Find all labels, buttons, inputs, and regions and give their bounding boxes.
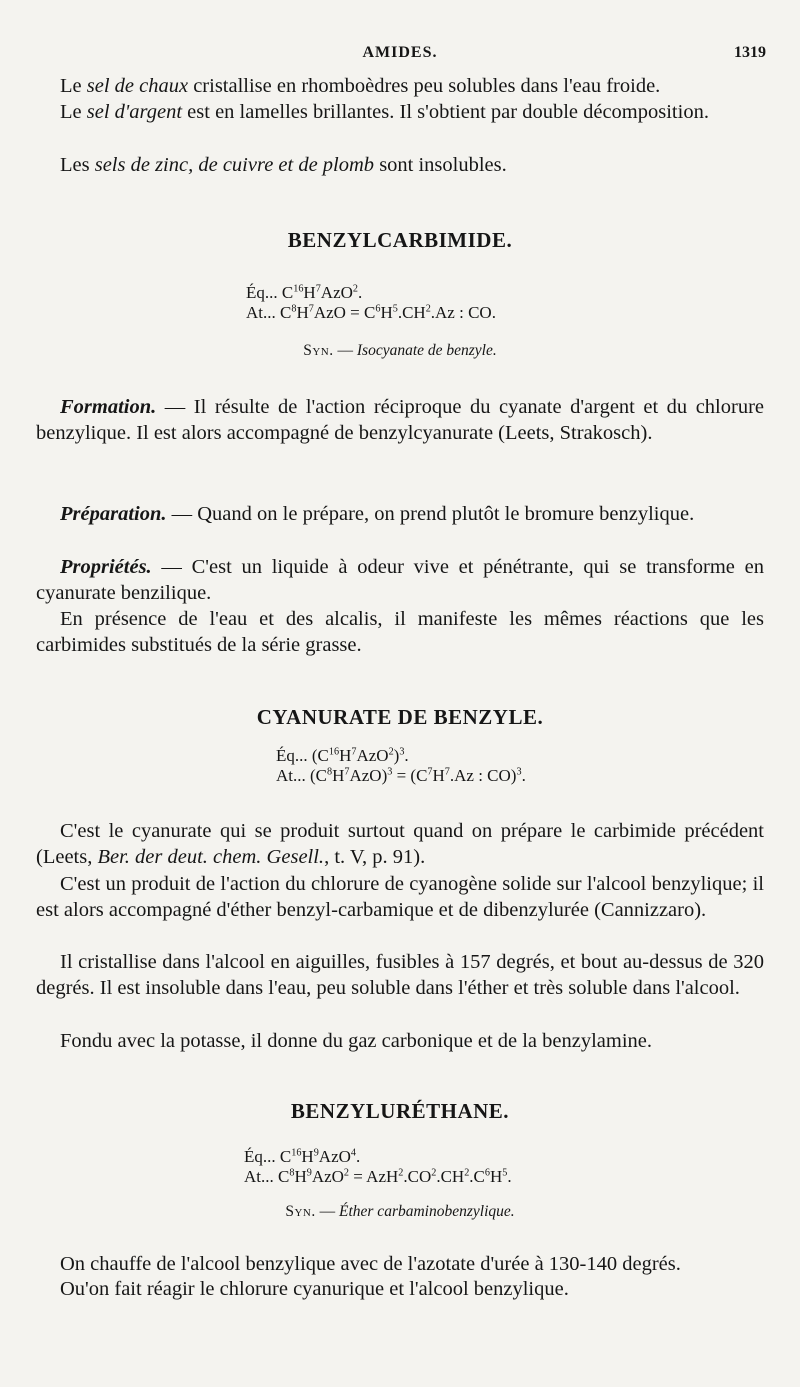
formula-at: At... $(C^8H^7AzO)^3 = (C^7H^7.Az$ : CO)$^3$. [276, 766, 526, 785]
text: cristallise en rhomboèdres peu solubles dans l'eau froide. [188, 75, 661, 97]
formula-label: Éq... [246, 283, 278, 302]
text: est en lamelles brillantes. Il s'obtient par double décomposition. [182, 101, 709, 123]
formula-eq: Éq... $C^{16}H^7AzO^2$. [246, 283, 363, 302]
formula-label: At... [244, 1167, 274, 1186]
paragraph-benzylurethane-prep: On chauffe de l'alcool benzylique avec de l'azotate d'urée à 130-140 degrés. [60, 1253, 681, 1275]
formula-label: At... [276, 766, 306, 785]
text: Le [60, 101, 87, 123]
citation: Ber. der deut. chem. Gesell. [97, 845, 325, 868]
formula-at: At... $C^8H^7AzO = C^6H^5.CH^2.Az$ : CO. [246, 303, 496, 322]
formula-label: Éq... [244, 1147, 276, 1166]
subheading-formation: Formation. [60, 396, 157, 418]
synonym-value: Éther carbaminobenzylique. [339, 1203, 515, 1220]
section-heading-cyanurate: CYANURATE DE BENZYLE. [256, 705, 544, 729]
text: C'est le cyanurate qui se produit surtout quand on prépare le carbimide précédent (Leets, [36, 820, 764, 868]
text: Le [60, 75, 87, 97]
synonym-label: Syn. [303, 342, 334, 359]
section-heading-benzylcarbimide: BENZYLCARBIMIDE. [287, 228, 513, 252]
paragraph-cyanurate-product: C'est un produit de l'action du chlorure de cyanogène solide sur l'alcool benzylique; il est alors accompagné d'éther benzyl-carbamique et de dibenzylurée (Cannizzaro). [36, 873, 764, 921]
emphasis: sel de chaux [86, 75, 189, 97]
synonym [0, 342, 800, 360]
synonym [0, 1203, 800, 1221]
paragraph-formation [36, 395, 764, 446]
emphasis: sels de zinc, de cuivre et de plomb [94, 154, 375, 176]
subheading-preparation: Préparation. [60, 503, 167, 525]
section-heading-benzylurethane: BENZYLURÉTHANE. [290, 1099, 510, 1123]
formula-eq: Éq... $C^{16}H^9AzO^4$. [244, 1147, 361, 1166]
dash: — [333, 342, 357, 359]
paragraph-sels-insolubles [36, 153, 764, 179]
paragraph-alcalis: En présence de l'eau et des alcalis, il manifeste les mêmes réactions que les carbimides substitués de la série grasse. [36, 608, 764, 656]
paragraph-cyanurate-origin [36, 819, 764, 870]
running-title: AMIDES. [362, 44, 438, 61]
paragraph-proprietes [36, 555, 764, 606]
text: — Il résulte de l'action réciproque du cyanate d'argent et du chlorure benzylique. Il est alors accompagné de benzylcyanurate (Leets, Strakosch). [36, 396, 764, 444]
subheading-proprietes: Propriétés. [60, 556, 152, 578]
synonym-value: Isocyanate de benzyle. [356, 342, 497, 359]
text: , t. V, p. 91). [324, 845, 426, 868]
paragraph-sel-d-argent [36, 100, 764, 126]
text: — C'est un liquide à odeur vive et pénétrante, qui se transforme en cyanurate benzilique. [36, 556, 764, 604]
paragraph-benzylurethane-alt: Ou'on fait réagir le chlorure cyanurique et l'alcool benzylique. [60, 1278, 569, 1300]
formula-eq: Éq... $(C^{16}H^7AzO^2)^3$. [276, 746, 409, 765]
text: sont insolubles. [374, 154, 507, 176]
formula-label: Éq... [276, 746, 308, 765]
dash: — [315, 1203, 339, 1220]
text: — Quand on le prépare, on prend plutôt le bromure benzylique. [166, 503, 695, 525]
emphasis: sel d'argent [86, 101, 183, 123]
text: Les [60, 154, 95, 176]
formula-label: At... [246, 303, 276, 322]
running-header [0, 44, 800, 66]
page-number: 1319 [734, 44, 766, 61]
paragraph-cyanurate-properties: Il cristallise dans l'alcool en aiguilles, fusibles à 157 degrés, et bout au-dessus de 320 degrés. Il est insoluble dans l'eau, peu soluble dans l'éther et très soluble dans l'alcool. [36, 951, 764, 999]
synonym-label: Syn. [285, 1203, 316, 1220]
paragraph-sel-de-chaux [36, 74, 764, 100]
paragraph-preparation [36, 502, 764, 528]
formula-at: At... $C^8H^9AzO^2 = AzH^2.CO^2.CH^2.C^6H^5$. [244, 1167, 512, 1186]
paragraph-cyanurate-potasse: Fondu avec la potasse, il donne du gaz carbonique et de la benzylamine. [60, 1030, 653, 1052]
